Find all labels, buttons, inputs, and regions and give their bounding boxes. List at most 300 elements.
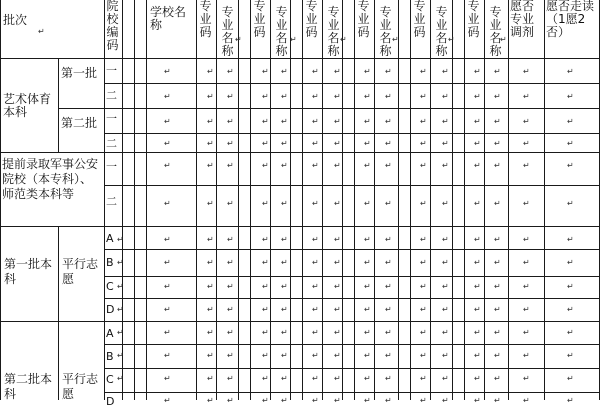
- column-line: [270, 0, 271, 400]
- column-line: [484, 0, 485, 400]
- return-mark: ↵: [312, 67, 319, 76]
- return-mark: ↵: [385, 139, 392, 148]
- return-mark: ↵: [207, 305, 214, 314]
- return-mark: ↵: [364, 161, 371, 170]
- column-line: [430, 0, 431, 400]
- return-mark: ↵: [494, 374, 501, 383]
- return-mark: ↵: [364, 258, 371, 267]
- return-mark: ↵: [164, 67, 171, 76]
- column-line: [134, 0, 135, 400]
- major-code-header-3: 专业码: [305, 0, 318, 39]
- row-label-6: 二: [106, 195, 117, 208]
- return-mark: ↵: [523, 117, 530, 126]
- return-mark: ↵: [227, 117, 234, 126]
- return-mark: ↵: [494, 199, 501, 208]
- return-mark: ↵: [420, 139, 427, 148]
- return-mark: ↵: [281, 258, 288, 267]
- return-mark: ↵: [262, 235, 269, 244]
- return-mark: ↵: [567, 235, 574, 244]
- first-batch-label: 第一批本 科: [4, 257, 53, 286]
- return-mark: ↵: [312, 258, 319, 267]
- return-mark: ↵: [420, 328, 427, 337]
- return-mark: ↵: [164, 117, 171, 126]
- return-mark: ↵: [281, 374, 288, 383]
- return-mark: ↵: [262, 396, 269, 405]
- return-mark: ↵: [567, 139, 574, 148]
- row-line: [104, 392, 122, 393]
- return-mark: ↵: [334, 258, 341, 267]
- return-mark: ↵: [164, 328, 171, 337]
- return-mark: ↵: [117, 374, 124, 383]
- row-label-13: C: [106, 373, 114, 386]
- return-mark: ↵: [281, 305, 288, 314]
- return-mark: ↵: [207, 67, 214, 76]
- arts-sub-first-label: 第一批: [61, 66, 98, 80]
- return-mark: ↵: [334, 282, 341, 291]
- return-mark: ↵: [38, 27, 45, 36]
- row-label-12: B: [106, 350, 114, 363]
- return-mark: ↵: [364, 396, 371, 405]
- return-mark: ↵: [312, 117, 319, 126]
- return-mark: ↵: [227, 374, 234, 383]
- return-mark: ↵: [164, 92, 171, 101]
- return-mark: ↵: [281, 139, 288, 148]
- row-line: [104, 58, 600, 59]
- return-mark: ↵: [262, 117, 269, 126]
- return-mark: ↵: [474, 92, 481, 101]
- return-mark: ↵: [385, 351, 392, 360]
- return-mark: ↵: [312, 92, 319, 101]
- row-line: [0, 226, 104, 227]
- column-line: [302, 0, 303, 400]
- row-line: [0, 58, 104, 59]
- return-mark: ↵: [262, 67, 269, 76]
- return-mark: ↵: [364, 282, 371, 291]
- return-mark: ↵: [340, 35, 347, 44]
- return-mark: ↵: [164, 199, 171, 208]
- return-mark: ↵: [523, 235, 530, 244]
- column-line: [398, 0, 399, 400]
- return-mark: ↵: [385, 282, 392, 291]
- column-line: [544, 0, 545, 400]
- return-mark: ↵: [312, 161, 319, 170]
- return-mark: ↵: [290, 35, 297, 44]
- return-mark: ↵: [334, 161, 341, 170]
- return-mark: ↵: [117, 235, 124, 244]
- return-mark: ↵: [385, 235, 392, 244]
- return-mark: ↵: [262, 328, 269, 337]
- return-mark: ↵: [442, 396, 449, 405]
- major-name-header-2: 专业名称: [275, 5, 288, 58]
- return-mark: ↵: [281, 117, 288, 126]
- return-mark: ↵: [334, 67, 341, 76]
- return-mark: ↵: [312, 139, 319, 148]
- column-line: [0, 0, 1, 400]
- return-mark: ↵: [442, 258, 449, 267]
- return-mark: ↵: [312, 328, 319, 337]
- return-mark: ↵: [385, 117, 392, 126]
- arts-sub-second-label: 第二批: [61, 116, 98, 130]
- adjust-header: 愿否专业调剂: [510, 0, 535, 39]
- early-admission-label: 提前录取军事公安院校（本专科）、师范类本科等: [2, 157, 99, 201]
- return-mark: ↵: [207, 117, 214, 126]
- return-mark: ↵: [227, 258, 234, 267]
- return-mark: ↵: [567, 199, 574, 208]
- column-line: [354, 0, 355, 400]
- return-mark: ↵: [420, 374, 427, 383]
- row-line: [104, 249, 600, 250]
- return-mark: ↵: [385, 258, 392, 267]
- return-mark: ↵: [281, 328, 288, 337]
- row-label-10: D: [106, 303, 115, 316]
- return-mark: ↵: [207, 161, 214, 170]
- return-mark: ↵: [235, 35, 242, 44]
- return-mark: ↵: [262, 282, 269, 291]
- return-mark: ↵: [523, 305, 530, 314]
- row-line: [58, 321, 59, 400]
- return-mark: ↵: [474, 235, 481, 244]
- return-mark: ↵: [442, 328, 449, 337]
- return-mark: ↵: [312, 305, 319, 314]
- row-line: [104, 276, 600, 277]
- return-mark: ↵: [117, 305, 124, 314]
- return-mark: ↵: [474, 396, 481, 405]
- row-label-7: A: [106, 232, 114, 245]
- major-code-header-2: 专业码: [253, 0, 266, 39]
- return-mark: ↵: [312, 199, 319, 208]
- return-mark: ↵: [227, 305, 234, 314]
- return-mark: ↵: [385, 92, 392, 101]
- return-mark: ↵: [227, 396, 234, 405]
- major-name-header-5: 专业名称: [435, 5, 448, 58]
- return-mark: ↵: [420, 92, 427, 101]
- row-label-5: 一: [106, 160, 117, 173]
- return-mark: ↵: [567, 161, 574, 170]
- return-mark: ↵: [207, 92, 214, 101]
- return-mark: ↵: [207, 258, 214, 267]
- return-mark: ↵: [420, 117, 427, 126]
- return-mark: ↵: [442, 139, 449, 148]
- return-mark: ↵: [227, 92, 234, 101]
- return-mark: ↵: [281, 92, 288, 101]
- return-mark: ↵: [494, 328, 501, 337]
- return-mark: ↵: [227, 139, 234, 148]
- row-line: [0, 152, 104, 153]
- return-mark: ↵: [567, 351, 574, 360]
- return-mark: ↵: [385, 67, 392, 76]
- return-mark: ↵: [364, 67, 371, 76]
- return-mark: ↵: [442, 305, 449, 314]
- return-mark: ↵: [523, 92, 530, 101]
- return-mark: ↵: [567, 328, 574, 337]
- return-mark: ↵: [364, 139, 371, 148]
- column-line: [374, 0, 375, 400]
- return-mark: ↵: [227, 67, 234, 76]
- column-line: [452, 0, 453, 400]
- return-mark: ↵: [164, 282, 171, 291]
- school-code-header: 院校编码: [106, 0, 119, 52]
- return-mark: ↵: [262, 374, 269, 383]
- return-mark: ↵: [227, 328, 234, 337]
- column-line: [508, 0, 509, 400]
- return-mark: ↵: [442, 199, 449, 208]
- row-label-4: 二: [106, 137, 117, 150]
- row-line: [104, 392, 600, 393]
- return-mark: ↵: [364, 117, 371, 126]
- return-mark: ↵: [312, 396, 319, 405]
- return-mark: ↵: [494, 235, 501, 244]
- return-mark: ↵: [494, 117, 501, 126]
- return-mark: ↵: [334, 374, 341, 383]
- return-mark: ↵: [442, 374, 449, 383]
- return-mark: ↵: [474, 117, 481, 126]
- return-mark: ↵: [385, 328, 392, 337]
- return-mark: ↵: [474, 258, 481, 267]
- column-line: [250, 0, 251, 400]
- return-mark: ↵: [227, 282, 234, 291]
- row-label-9: C: [106, 280, 114, 293]
- major-code-header-6: 专业码: [467, 0, 480, 39]
- return-mark: ↵: [164, 305, 171, 314]
- return-mark: ↵: [442, 282, 449, 291]
- return-mark: ↵: [312, 351, 319, 360]
- row-label-8: B: [106, 256, 114, 269]
- return-mark: ↵: [494, 282, 501, 291]
- row-line: [104, 83, 600, 84]
- row-line: [104, 298, 600, 299]
- return-mark: ↵: [567, 305, 574, 314]
- major-code-header-4: 专业码: [357, 0, 370, 39]
- row-line: [104, 226, 600, 227]
- major-name-header-1: 专业名称: [221, 5, 234, 58]
- row-line: [104, 185, 600, 186]
- return-mark: ↵: [494, 305, 501, 314]
- return-mark: ↵: [364, 199, 371, 208]
- return-mark: ↵: [281, 282, 288, 291]
- major-code-header-5: 专业码: [413, 0, 426, 39]
- major-code-header-1: 专业码: [199, 0, 212, 39]
- return-mark: ↵: [420, 161, 427, 170]
- return-mark: ↵: [334, 328, 341, 337]
- return-mark: ↵: [227, 351, 234, 360]
- row-label-14: D: [106, 395, 115, 408]
- return-mark: ↵: [567, 258, 574, 267]
- return-mark: ↵: [474, 351, 481, 360]
- row-label-11: A: [106, 327, 114, 340]
- return-mark: ↵: [523, 396, 530, 405]
- return-mark: ↵: [494, 92, 501, 101]
- return-mark: ↵: [364, 235, 371, 244]
- return-mark: ↵: [281, 396, 288, 405]
- return-mark: ↵: [494, 396, 501, 405]
- return-mark: ↵: [474, 328, 481, 337]
- return-mark: ↵: [500, 35, 507, 44]
- column-line: [322, 0, 323, 400]
- return-mark: ↵: [262, 258, 269, 267]
- return-mark: ↵: [385, 374, 392, 383]
- return-mark: ↵: [364, 328, 371, 337]
- column-line: [104, 0, 105, 400]
- return-mark: ↵: [334, 139, 341, 148]
- return-mark: ↵: [420, 258, 427, 267]
- return-mark: ↵: [281, 161, 288, 170]
- row-line: [104, 108, 600, 109]
- return-mark: ↵: [448, 35, 455, 44]
- return-mark: ↵: [385, 161, 392, 170]
- return-mark: ↵: [385, 396, 392, 405]
- return-mark: ↵: [207, 235, 214, 244]
- return-mark: ↵: [567, 374, 574, 383]
- major-name-header-4: 专业名称: [379, 5, 392, 58]
- return-mark: ↵: [334, 235, 341, 244]
- return-mark: ↵: [474, 374, 481, 383]
- return-mark: ↵: [117, 282, 124, 291]
- return-mark: ↵: [474, 161, 481, 170]
- row-line: [104, 298, 122, 299]
- return-mark: ↵: [523, 139, 530, 148]
- return-mark: ↵: [164, 351, 171, 360]
- return-mark: ↵: [334, 199, 341, 208]
- return-mark: ↵: [334, 396, 341, 405]
- return-mark: ↵: [312, 374, 319, 383]
- return-mark: ↵: [442, 67, 449, 76]
- second-batch-label: 第二批本 科: [4, 372, 53, 401]
- return-mark: ↵: [474, 199, 481, 208]
- return-mark: ↵: [420, 351, 427, 360]
- return-mark: ↵: [262, 305, 269, 314]
- return-mark: ↵: [474, 139, 481, 148]
- return-mark: ↵: [442, 161, 449, 170]
- first-parallel-label: 平行志愿: [62, 257, 99, 286]
- row-line: [58, 108, 104, 109]
- return-mark: ↵: [117, 328, 124, 337]
- row-line: [104, 276, 122, 277]
- column-line: [290, 0, 291, 400]
- return-mark: ↵: [442, 235, 449, 244]
- return-mark: ↵: [392, 35, 399, 44]
- return-mark: ↵: [334, 351, 341, 360]
- column-line: [122, 0, 123, 400]
- row-line: [104, 344, 122, 345]
- column-line: [410, 0, 411, 400]
- column-line: [464, 0, 465, 400]
- return-mark: ↵: [207, 139, 214, 148]
- row-line: [104, 368, 122, 369]
- return-mark: ↵: [334, 92, 341, 101]
- return-mark: ↵: [567, 92, 574, 101]
- return-mark: ↵: [334, 305, 341, 314]
- return-mark: ↵: [164, 139, 171, 148]
- return-mark: ↵: [227, 235, 234, 244]
- return-mark: ↵: [312, 235, 319, 244]
- row-line: [104, 185, 122, 186]
- return-mark: ↵: [420, 67, 427, 76]
- return-mark: ↵: [420, 199, 427, 208]
- return-mark: ↵: [523, 199, 530, 208]
- return-mark: ↵: [262, 139, 269, 148]
- return-mark: ↵: [523, 374, 530, 383]
- column-line: [216, 0, 217, 400]
- return-mark: ↵: [364, 351, 371, 360]
- return-mark: ↵: [164, 161, 171, 170]
- return-mark: ↵: [164, 396, 171, 405]
- return-mark: ↵: [523, 258, 530, 267]
- return-mark: ↵: [442, 351, 449, 360]
- row-line: [104, 368, 600, 369]
- row-line: [104, 344, 600, 345]
- return-mark: ↵: [523, 351, 530, 360]
- row-label-1: 一: [106, 64, 117, 77]
- return-mark: ↵: [567, 396, 574, 405]
- return-mark: ↵: [420, 235, 427, 244]
- column-line: [146, 0, 147, 400]
- return-mark: ↵: [262, 351, 269, 360]
- return-mark: ↵: [567, 117, 574, 126]
- return-mark: ↵: [523, 161, 530, 170]
- return-mark: ↵: [164, 258, 171, 267]
- major-name-header-3: 专业名称: [327, 5, 340, 58]
- return-mark: ↵: [207, 351, 214, 360]
- return-mark: ↵: [442, 117, 449, 126]
- second-parallel-label: 平行志愿: [62, 372, 99, 401]
- return-mark: ↵: [262, 92, 269, 101]
- row-line: [104, 133, 600, 134]
- row-line: [58, 226, 59, 321]
- batch-header: 批次: [3, 13, 28, 27]
- return-mark: ↵: [523, 67, 530, 76]
- return-mark: ↵: [227, 199, 234, 208]
- return-mark: ↵: [474, 282, 481, 291]
- return-mark: ↵: [523, 282, 530, 291]
- column-line: [238, 0, 239, 400]
- return-mark: ↵: [117, 258, 124, 267]
- row-line: [0, 321, 104, 322]
- return-mark: ↵: [207, 199, 214, 208]
- return-mark: ↵: [281, 351, 288, 360]
- return-mark: ↵: [474, 305, 481, 314]
- return-mark: ↵: [312, 282, 319, 291]
- return-mark: ↵: [494, 351, 501, 360]
- return-mark: ↵: [523, 328, 530, 337]
- return-mark: ↵: [207, 328, 214, 337]
- row-line: [58, 58, 59, 152]
- row-line: [104, 152, 600, 153]
- major-name-header-6: 专业名称: [489, 5, 502, 58]
- return-mark: ↵: [364, 305, 371, 314]
- return-mark: ↵: [567, 282, 574, 291]
- return-mark: ↵: [494, 139, 501, 148]
- return-mark: ↵: [281, 199, 288, 208]
- return-mark: ↵: [420, 305, 427, 314]
- return-mark: ↵: [262, 199, 269, 208]
- return-mark: ↵: [442, 92, 449, 101]
- return-mark: ↵: [207, 396, 214, 405]
- return-mark: ↵: [364, 374, 371, 383]
- return-mark: ↵: [207, 282, 214, 291]
- return-mark: ↵: [385, 199, 392, 208]
- row-line: [104, 249, 122, 250]
- column-line: [342, 0, 343, 400]
- return-mark: ↵: [207, 374, 214, 383]
- row-label-3: 一: [106, 112, 117, 125]
- return-mark: ↵: [164, 374, 171, 383]
- return-mark: ↵: [420, 396, 427, 405]
- row-line: [104, 83, 122, 84]
- return-mark: ↵: [281, 235, 288, 244]
- row-label-2: 二: [106, 89, 117, 102]
- go-study-header: 愿否走读（1愿2否）: [546, 0, 595, 39]
- return-mark: ↵: [227, 161, 234, 170]
